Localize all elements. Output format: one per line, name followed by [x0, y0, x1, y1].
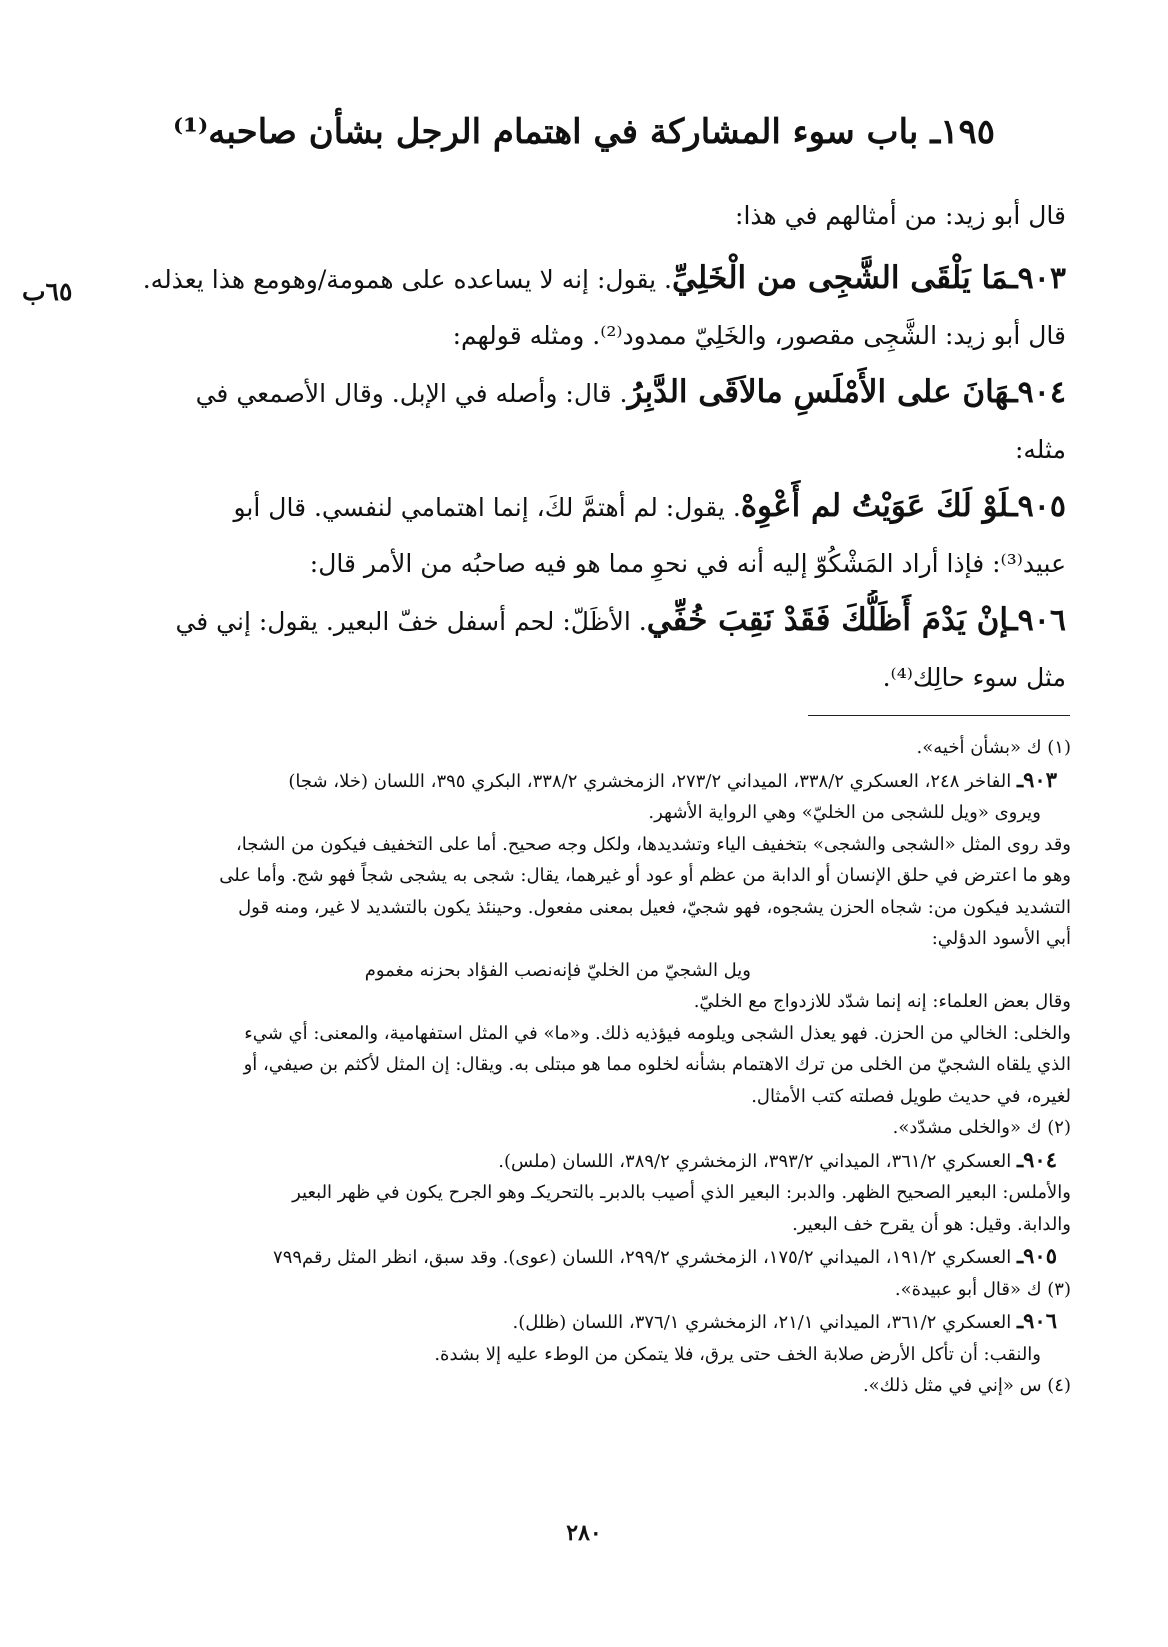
entry-number: ٩٠٤ـ	[1008, 375, 1066, 410]
entry-905-line2: عبيد⁽³⁾: فإذا أراد المَشْكُوّ إليه أنه في نحوِ مما هو فيه صاحبُه من الأمر قال:	[309, 549, 1066, 578]
note-903-line: الذي يلقاه الشجيّ من الخلى من ترك الاهتمام بشأنه لخلوه مما هو مبتلى به. ويقال: إن المثل لأكثم بن صيفي، أو	[243, 1054, 1071, 1075]
entry-number: ٩٠٣ـ	[1008, 261, 1066, 296]
footnote-4: (٤) س «إني في مثل ذلك».	[862, 1375, 1071, 1396]
entry-904-line2: مثله:	[1014, 435, 1066, 464]
note-905-sources	[86, 1240, 1071, 1274]
entry-903-line1	[88, 248, 1066, 310]
footnotes	[86, 732, 1071, 1402]
intro-line: قال أبو زيد: من أمثالهم في هذا:	[735, 201, 1066, 230]
note-903-line: التشديد فيكون من: شجاه الحزن يشجوه، فهو شجيّ، فعيل بمعنى مفعول. وحينئذ يكون بالتشديد لا غير، ومنه قول	[238, 896, 1071, 918]
chapter-title: ١٩٥ـ باب سوء المشاركة في اهتمام الرجل بشأن صاحبه⁽¹⁾	[173, 112, 995, 152]
note-903-line: وهو ما اعترض في حلق الإنسان أو الدابة من عظم أو عود أو غيرهما، يقال: شجى به يشجى شجاً فهو شج. وأما على	[219, 865, 1071, 886]
entry-903-line2: قال أبو زيد: الشَّجِى مقصور، والخَلِيّ ممدود⁽²⁾. ومثله قولهم:	[452, 321, 1066, 350]
entry-commentary: . يقول: إنه لا يساعده على همومة/وهومع هذا يعذله.	[142, 265, 672, 294]
proverb-text: هَانَ على الأَمْلَسِ مالاَقَى الدَّبِرُ	[627, 374, 1009, 410]
note-906-line: والنقب: أن تأكل الأرض صلابة الخف حتى يرق، فلا يتمكن من الوطء عليه إلا بشدة.	[434, 1343, 1041, 1365]
entry-904-line1	[88, 362, 1066, 424]
note-903-sources	[86, 764, 1071, 798]
note-903-line: وقال بعض العلماء: إنه إنما شدّد للازدواج مع الخليّ.	[693, 991, 1071, 1012]
entry-906-line1	[88, 590, 1066, 652]
note-903-line: والخلى: الخالي من الحزن. فهو يعذل الشجى ويلومه فيؤذيه ذلك. و«ما» في المثل استفهامية، والمعنى: أي شيء	[244, 1022, 1071, 1044]
note-number: ٩٠٣ـ	[1017, 766, 1057, 792]
verse-first-hemistich: ويل الشجيّ من الخليّ فإنه	[552, 959, 751, 981]
proverb-text: إنْ يَدْمَ أَظَلُّكَ فَقَدْ نَقِبَ خُفِّي	[646, 602, 1009, 638]
proverb-text: لَوْ لَكَ عَوَيْتُ لم أَعْوِهْ	[740, 488, 1009, 524]
note-904-line: والأملس: البعير الصحيح الظهر. والدبر: البعير الذي أصيب بالدبرـ بالتحريكـ وهو الجرح يكون في ظهر البعير	[292, 1182, 1071, 1203]
entry-905-line1	[88, 476, 1066, 538]
entry-commentary: . الأظَلّ: لحم أسفل خفّ البعير. يقول: إني في	[175, 607, 647, 636]
footnote-separator	[808, 715, 1070, 716]
note-903-line: لغيره، في حديث طويل فصلته كتب الأمثال.	[751, 1085, 1071, 1107]
entry-commentary: . قال: وأصله في الإبل. وقال الأصمعي في	[195, 379, 628, 408]
footnote-1: (١) ك «بشأن أخيه».	[916, 737, 1071, 758]
page-number: ٢٨٠	[566, 1520, 602, 1546]
manuscript-folio-marker: ٦٥ب	[22, 277, 73, 306]
note-sources: العسكري ١٩١/٢، الميداني ١٧٥/٢، الزمخشري ٢٩٩/٢، اللسان (عوى). وقد سبق، انظر المثل رقم٧٩٩	[273, 1247, 1012, 1268]
note-sources: العسكري ٣٦١/٢، الميداني ٢١/١، الزمخشري ٣٧٦/١، اللسان (ظلل).	[512, 1312, 1012, 1333]
note-number: ٩٠٤ـ	[1017, 1146, 1057, 1172]
entry-number: ٩٠٥ـ	[1008, 489, 1066, 524]
footnote-3: (٣) ك «قال أبو عبيدة».	[894, 1278, 1071, 1300]
entry-number: ٩٠٦ـ	[1008, 603, 1066, 638]
proverb-text: مَا يَلْقَى الشَّجِى من الْخَلِيِّ	[671, 260, 1009, 296]
note-number: ٩٠٥ـ	[1017, 1243, 1057, 1268]
note-sources: الفاخر ٢٤٨، العسكري ٣٣٨/٢، الميداني ٢٧٣/٢، الزمخشري ٣٣٨/٢، البكري ٣٩٥، اللسان (خلا، شجا)	[288, 770, 1012, 792]
note-904-sources	[86, 1144, 1071, 1178]
note-903-line: أبي الأسود الدؤلي:	[931, 928, 1071, 949]
verse-second-hemistich: نصب الفؤاد بحزنه مغموم	[364, 959, 553, 981]
main-text	[88, 190, 1066, 704]
note-903-line: ويروى «ويل للشجى من الخليّ» وهي الرواية الأشهر.	[648, 802, 1041, 823]
poem-verse	[86, 955, 1071, 987]
entry-906-line2: مثل سوء حالِك⁽⁴⁾.	[882, 663, 1066, 692]
note-904-line: والدابة. وقيل: هو أن يقرح خف البعير.	[792, 1213, 1071, 1235]
note-906-sources	[86, 1305, 1071, 1339]
note-sources: العسكري ٣٦١/٢، الميداني ٣٩٣/٢، الزمخشري ٣٨٩/٢، اللسان (ملس).	[498, 1150, 1012, 1172]
note-number: ٩٠٦ـ	[1017, 1308, 1057, 1333]
note-903-line: وقد روى المثل «الشجى والشجى» بتخفيف الياء وتشديدها، ولكل وجه صحيح. أما على التخفيف فيكون من الشجا،	[235, 833, 1071, 855]
footnote-2: (٢) ك «والخلى مشدّد».	[892, 1117, 1071, 1138]
entry-commentary: . يقول: لم أهتمَّ لكَ، إنما اهتمامي لنفسي. قال أبو	[233, 493, 741, 522]
